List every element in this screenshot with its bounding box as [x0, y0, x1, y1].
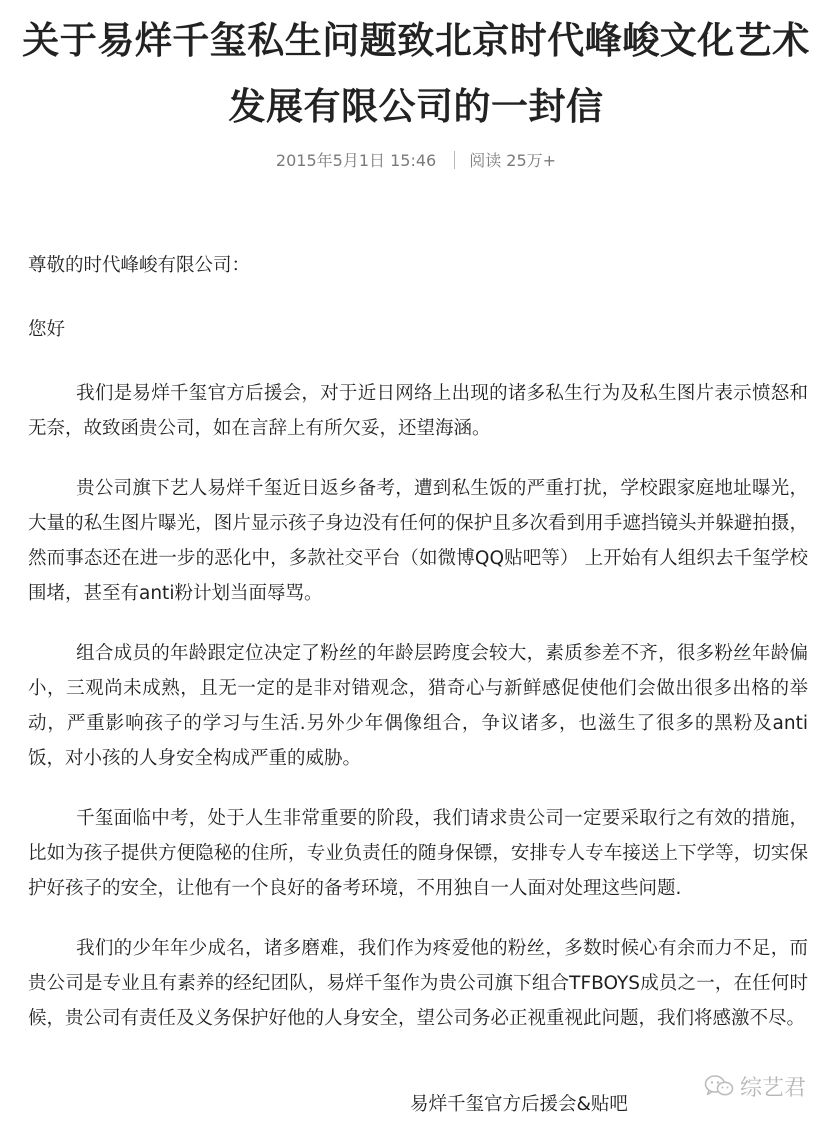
wechat-watermark: [704, 1068, 806, 1104]
letter-paragraph-5: 我们的少年年少成名，诸多磨难，我们作为疼爱他的粉丝，多数时候心有余而力不足，而贵公司是专业且有素养的经纪团队，易烊千玺作为贵公司旗下组合TFBOYS成员之一，在任何时候，贵公司有责任及义务保护好他的人身安全，望公司务必正视重视此问题，我们将感激不尽。: [28, 938, 808, 1029]
letter-paragraph-4: 千玺面临中考，处于人生非常重要的阶段，我们请求贵公司一定要采取行之有效的措施，比如为孩子提供方便隐秘的住所，专业负责任的随身保镖，安排专人专车接送上下学等，切实保护好孩子的安全，让他有一个良好的备考环境，不用独自一人面对处理这些问题.: [28, 808, 808, 899]
meta-divider: [454, 151, 455, 169]
letter-paragraph-1: 我们是易烊千玺官方后援会，对于近日网络上出现的诸多私生行为及私生图片表示愤怒和无奈，故致函贵公司，如在言辞上有所欠妥，还望海涵。: [28, 383, 808, 439]
letter-body: [28, 248, 808, 1061]
article-meta: [0, 146, 832, 176]
wechat-icon: [704, 1074, 734, 1098]
article-title-line1: 关于易烊千玺私生问题致北京时代峰峻文化艺术: [22, 19, 810, 62]
letter-greeting: 您好: [28, 319, 66, 340]
read-count: 阅读 25万+: [469, 151, 557, 170]
letter-signature: 易烊千玺官方后援会&贴吧: [410, 1094, 628, 1115]
article-title-line2: 发展有限公司的一封信: [228, 85, 604, 128]
publish-date: 2015年5月1日 15:46: [275, 151, 437, 170]
article-title: [20, 8, 812, 140]
watermark-text: 综艺君: [740, 1075, 807, 1101]
letter-paragraph-2: 贵公司旗下艺人易烊千玺近日返乡备考，遭到私生饭的严重打扰，学校跟家庭地址曝光，大量的私生图片曝光，图片显示孩子身边没有任何的保护且多次看到用手遮挡镜头并躲避拍摄，然而事态还在进一步的恶化中，多款社交平台（如微博QQ贴吧等） 上开始有人组织去千玺学校围堵，甚至有anti粉计划当面辱骂。: [28, 478, 808, 604]
letter-salutation: 尊敬的时代峰峻有限公司：: [28, 255, 251, 276]
letter-paragraph-3: 组合成员的年龄跟定位决定了粉丝的年龄层跨度会较大，素质参差不齐，很多粉丝年龄偏小，三观尚未成熟，且无一定的是非对错观念，猎奇心与新鲜感促使他们会做出很多出格的举动，严重影响孩子的学习与生活.另外少年偶像组合，争议诸多，也滋生了很多的黑粉及anti饭，对小孩的人身安全构成严重的威胁。: [28, 643, 808, 769]
